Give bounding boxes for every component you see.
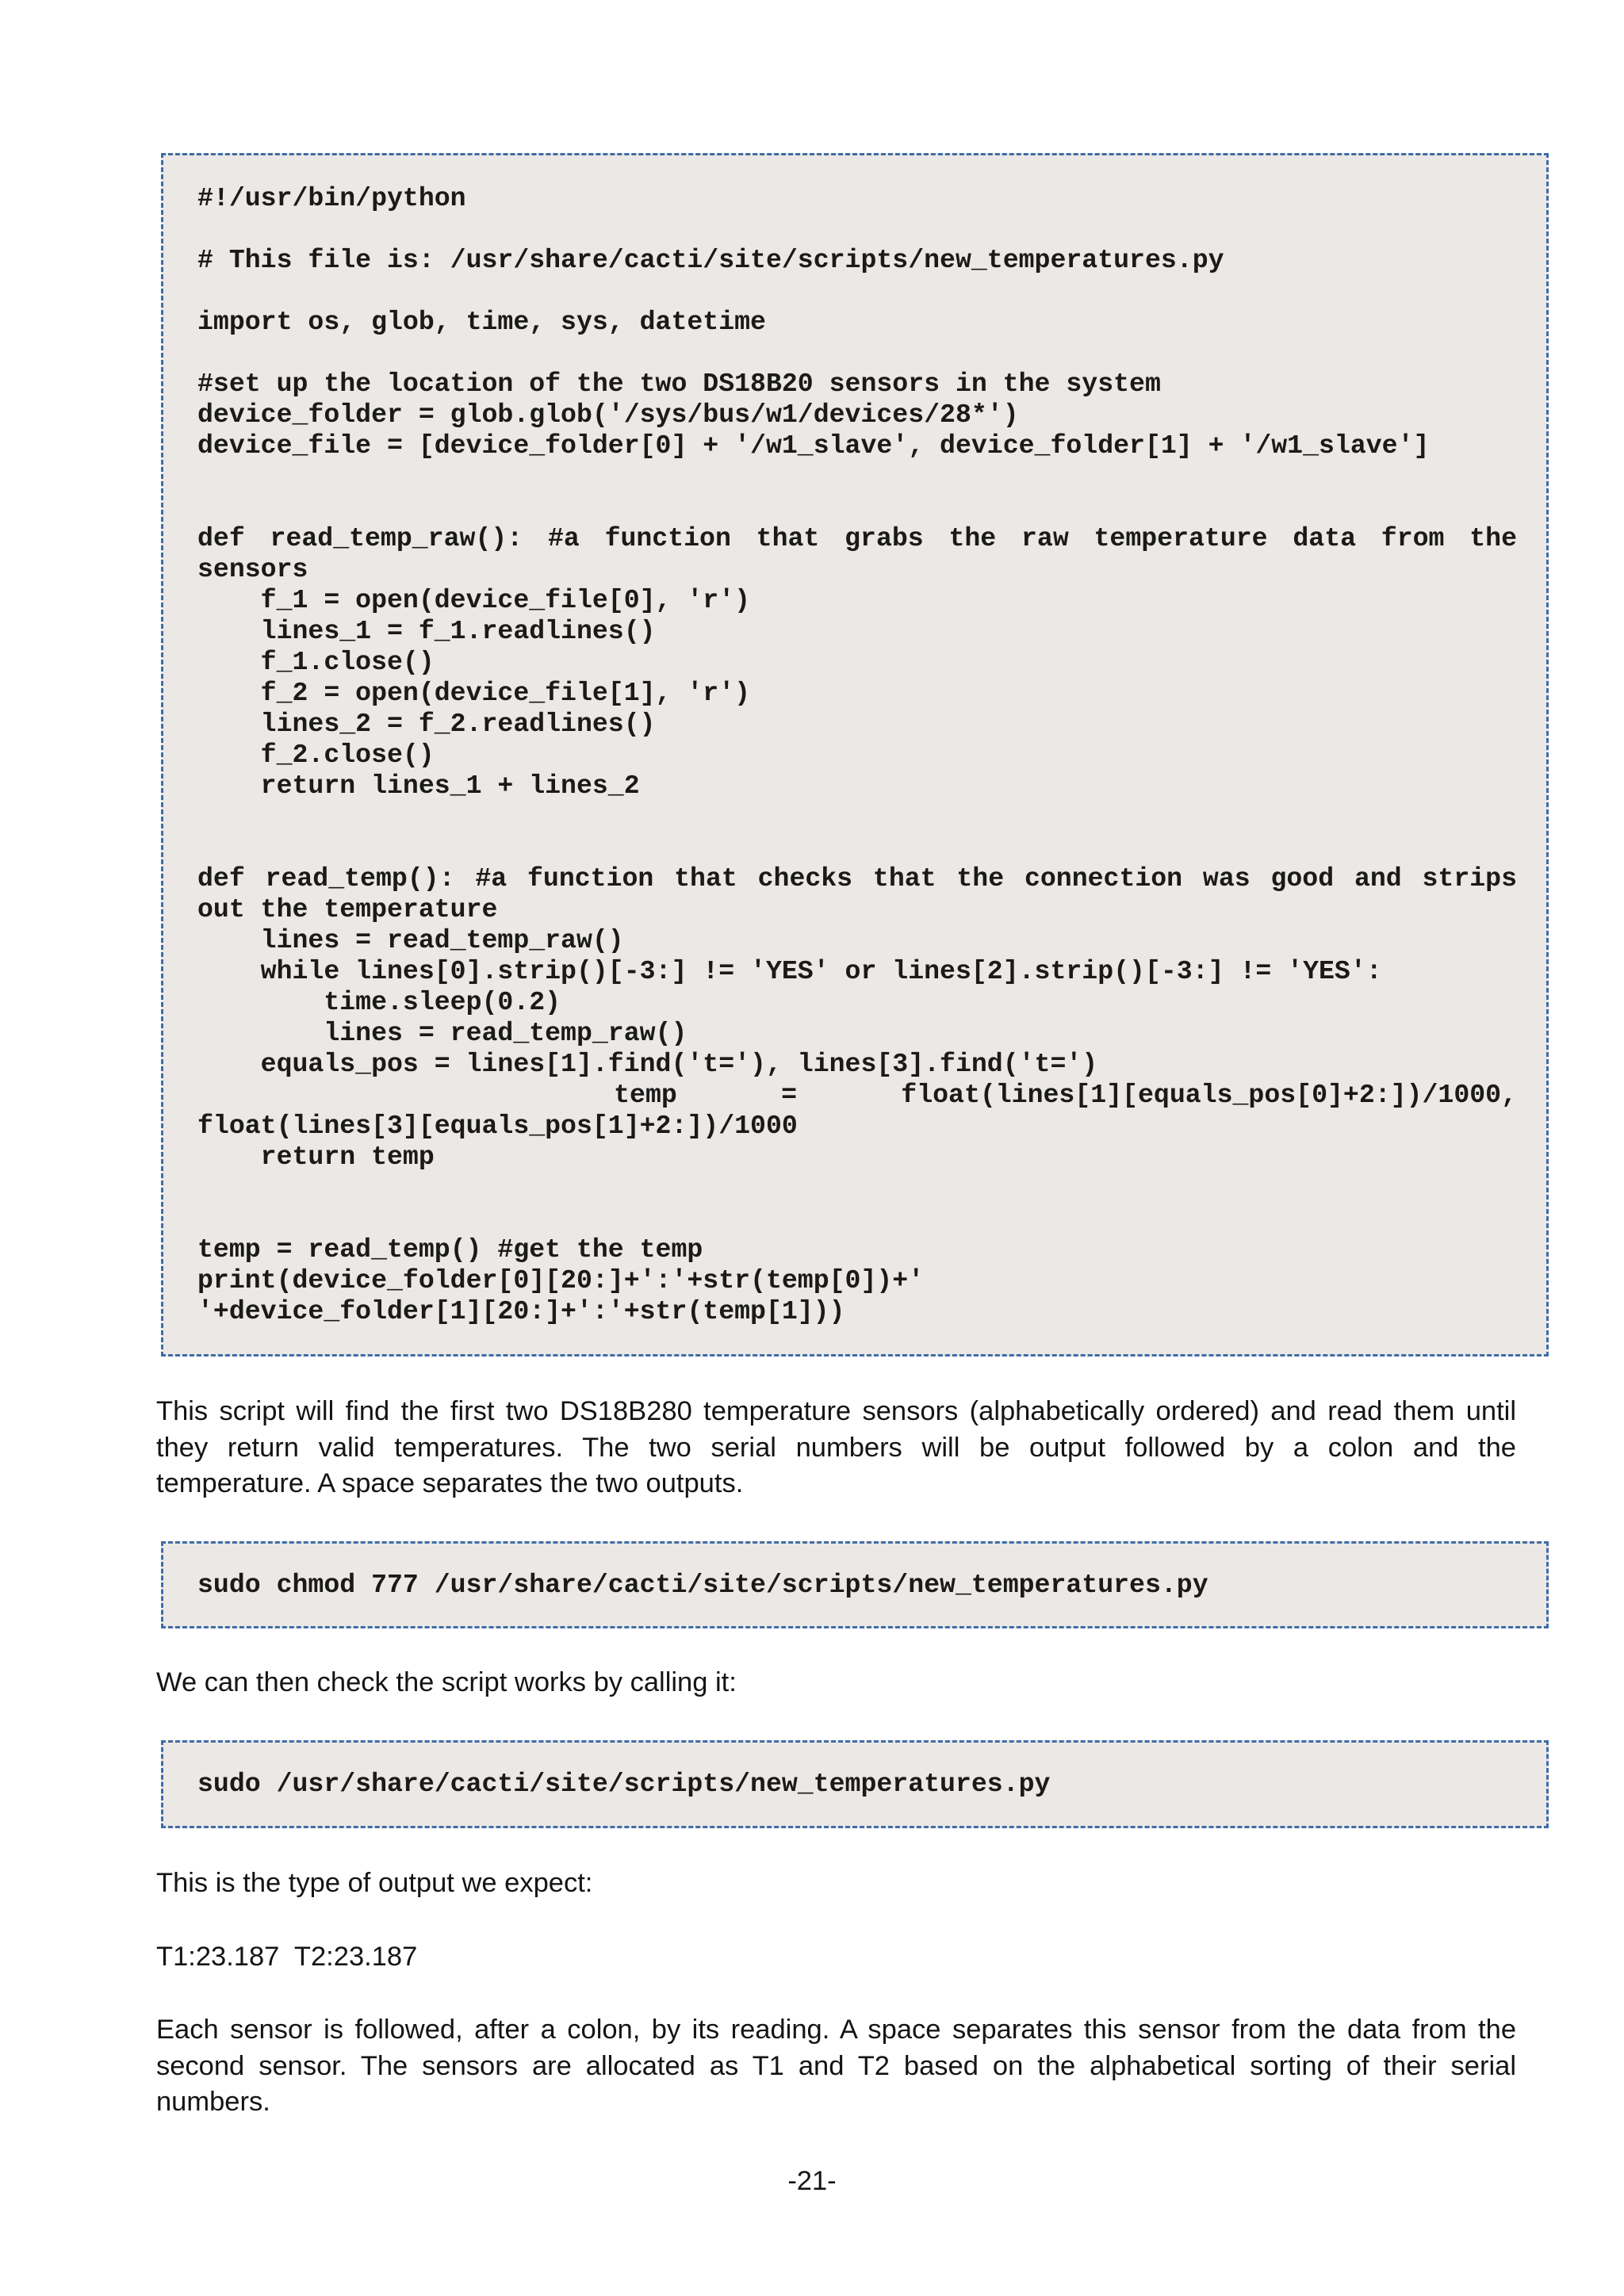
code-line: sudo /usr/share/cacti/site/scripts/new_temperatures.py bbox=[197, 1769, 1051, 1799]
code-line: equals_pos = lines[1].find('t='), lines[3].find('t=') bbox=[197, 1049, 1098, 1079]
paragraph-script-description bbox=[156, 1394, 1516, 1502]
code-line: while lines[0].strip()[-3:] != 'YES' or lines[2].strip()[-3:] != 'YES': bbox=[197, 956, 1382, 986]
code-line: sensors bbox=[197, 554, 308, 584]
code-block-run bbox=[161, 1740, 1549, 1828]
paragraph-line: This script will find the first two DS18B280 temperature sensors (alphabetically ordered) and read them until bbox=[156, 1396, 1516, 1426]
code-line: def read_temp(): #a function that checks that the connection was good and strips bbox=[197, 863, 1517, 894]
code-line: out the temperature bbox=[197, 894, 498, 924]
paragraph-line: Each sensor is followed, after a colon, by its reading. A space separates this sensor from the data from the bbox=[156, 2015, 1516, 2045]
code-line: print(device_folder[0][20:]+':'+str(temp[0])+' bbox=[197, 1265, 925, 1295]
code-line: f_1.close() bbox=[197, 647, 435, 677]
code-block-main bbox=[161, 153, 1549, 1357]
code-line: # This file is: /usr/share/cacti/site/scripts/new_temperatures.py bbox=[197, 245, 1224, 275]
code-line: temp = float(lines[1][equals_pos[0]+2:])/1000, bbox=[197, 1080, 1517, 1110]
code-line: device_folder = glob.glob('/sys/bus/w1/devices/28*') bbox=[197, 400, 1019, 430]
code-line: device_file = [device_folder[0] + '/w1_slave', device_folder[1] + '/w1_slave'] bbox=[197, 430, 1430, 461]
paragraph-line: second sensor. The sensors are allocated as T1 and T2 based on the alphabetical sorting of their serial bbox=[156, 2050, 1516, 2081]
paragraph-line: temperature. A space separates the two outputs. bbox=[156, 1468, 744, 1498]
code-line: f_2 = open(device_file[1], 'r') bbox=[197, 678, 751, 708]
code-line: return lines_1 + lines_2 bbox=[197, 771, 640, 801]
code-line: def read_temp_raw(): #a function that grabs the raw temperature data from the bbox=[197, 523, 1517, 553]
code-line: sudo chmod 777 /usr/share/cacti/site/scripts/new_temperatures.py bbox=[197, 1570, 1208, 1600]
code-line: import os, glob, time, sys, datetime bbox=[197, 307, 766, 337]
paragraph-line: they return valid temperatures. The two serial numbers will be output followed by a colon and the bbox=[156, 1432, 1516, 1463]
sample-output: T1:23.187 T2:23.187 bbox=[156, 1942, 418, 1972]
code-line: #set up the location of the two DS18B20 sensors in the system bbox=[197, 369, 1161, 399]
code-line: f_1 = open(device_file[0], 'r') bbox=[197, 585, 751, 615]
code-line: return temp bbox=[197, 1142, 435, 1172]
paragraph-explanation bbox=[156, 2012, 1516, 2121]
code-line: lines = read_temp_raw() bbox=[197, 1018, 688, 1048]
code-line: '+device_folder[1][20:]+':'+str(temp[1])) bbox=[197, 1296, 845, 1326]
page-number: -21- bbox=[787, 2166, 837, 2196]
code-line: f_2.close() bbox=[197, 740, 435, 770]
code-line: lines_2 = f_2.readlines() bbox=[197, 709, 656, 739]
code-line: float(lines[3][equals_pos[1]+2:])/1000 bbox=[197, 1111, 798, 1141]
code-line: #!/usr/bin/python bbox=[197, 183, 466, 213]
code-line: temp = read_temp() #get the temp bbox=[197, 1234, 703, 1265]
code-line: time.sleep(0.2) bbox=[197, 987, 561, 1017]
paragraph-line: numbers. bbox=[156, 2087, 270, 2117]
paragraph-expected-output: This is the type of output we expect: bbox=[156, 1868, 593, 1898]
code-line: lines = read_temp_raw() bbox=[197, 925, 624, 955]
paragraph-check-script: We can then check the script works by calling it: bbox=[156, 1667, 737, 1697]
code-block-chmod bbox=[161, 1541, 1549, 1628]
code-line: lines_1 = f_1.readlines() bbox=[197, 616, 656, 646]
